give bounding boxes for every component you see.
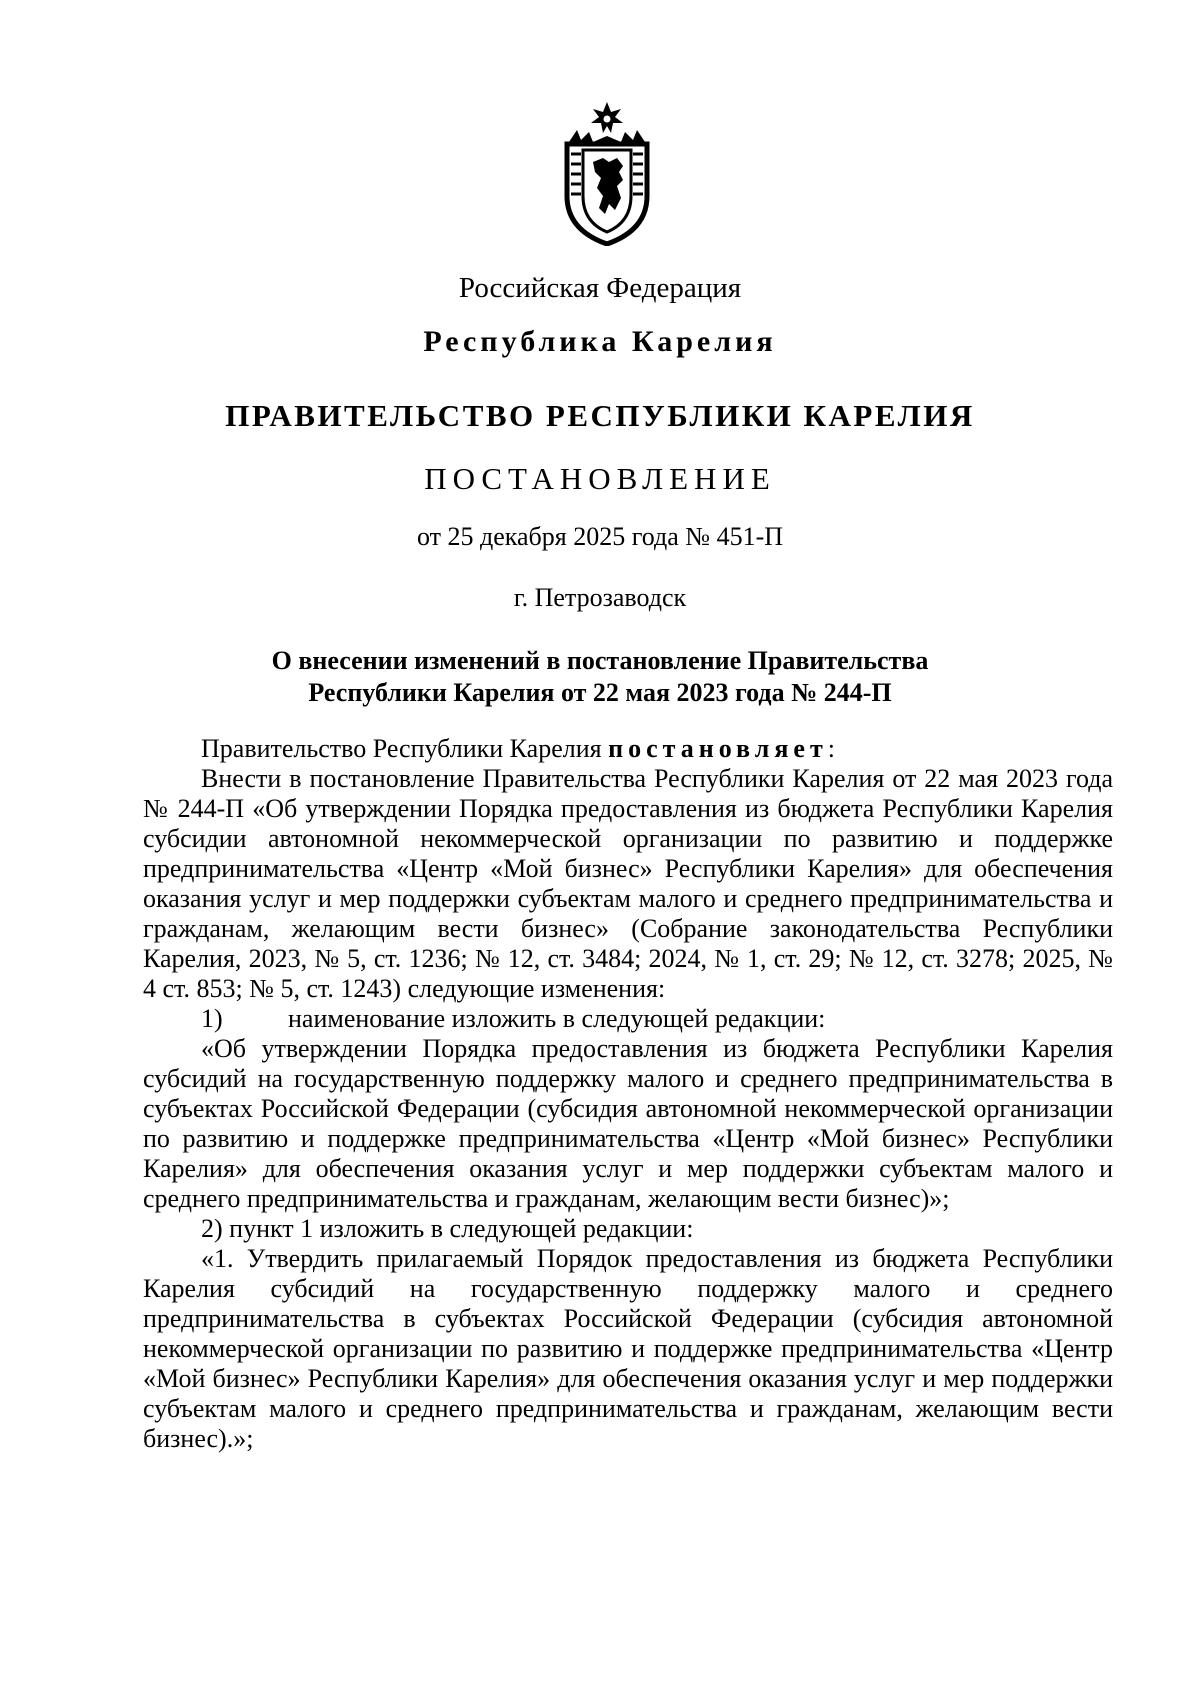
title-line-2: Республики Карелия от 22 мая 2023 года № 244-П [308, 678, 892, 707]
list-item-1-number: 1) [201, 1004, 223, 1033]
country-name: Российская Федерация [458, 272, 742, 304]
list-item-1-text: наименование изложить в следующей редакции: [288, 1004, 826, 1033]
list-item-2: 2) пункт 1 изложить в следующей редакции: [201, 1214, 694, 1243]
government-name: ПРАВИТЕЛЬСТВО РЕСПУБЛИКИ КАРЕЛИЯ [225, 398, 975, 433]
title-line-1: О внесении изменений в постановление Правительства [271, 646, 929, 675]
republic-name: Республика Карелия [423, 325, 777, 358]
intro-decree-word: постановляет [608, 734, 828, 763]
document-date-number: от 25 декабря 2025 года № 451-П [416, 522, 784, 551]
intro-suffix: : [827, 734, 835, 763]
document-body [143, 734, 1113, 1454]
document-title [0, 645, 1200, 709]
intro-prefix: Правительство Республики Карелия [201, 734, 609, 763]
paragraph-new-point-1: «1. Утвердить прилагаемый Порядок предоставления из бюджета Республики Карелия субсидий на государственную поддержку малого и среднего предпринимательства в субъектах Российской Федерации (субсидия автономной некоммерческой организации по развитию и поддержке предпринимательства «Центр «Мой бизнес» Республики Карелия» для обеспечения оказания услуг и мер поддержки субъектам малого и среднего предпринимательства и гражданам, желающим вести бизнес).»; [143, 1244, 1113, 1453]
list-item-1 [143, 1004, 1113, 1034]
paragraph-new-name: «Об утверждении Порядка предоставления из бюджета Республики Карелия субсидий на государственную поддержку малого и среднего предпринимательства в субъектах Российской Федерации (субсидия автономной некоммерческой организации по развитию и поддержке предпринимательства «Центр «Мой бизнес» Республики Карелия» для обеспечения оказания услуг и мер поддержки субъектам малого и среднего предпринимательства и гражданам, желающим вести бизнес)»; [143, 1034, 1113, 1213]
intro-paragraph [143, 734, 1113, 764]
coat-of-arms-icon [559, 100, 655, 246]
document-city: г. Петрозаводск [513, 583, 687, 612]
document-type: ПОСТАНОВЛЕНИЕ [424, 461, 776, 496]
paragraph-amendment: Внести в постановление Правительства Республики Карелия от 22 мая 2023 года № 244-П «Об утверждении Порядка предоставления из бюджета Республики Карелия субсидии автономной некоммерческой организации по развитию и поддержке предпринимательства «Центр «Мой бизнес» Республики Карелия» для обеспечения оказания услуг и мер поддержки субъектам малого и среднего предпринимательства и гражданам, желающим вести бизнес» (Собрание законодательства Республики Карелия, 2023, № 5, ст. 1236; № 12, ст. 3484; 2024, № 1, ст. 29; № 12, ст. 3278; 2025, № 4 ст. 853; № 5, ст. 1243) следующие изменения: [143, 764, 1113, 1003]
